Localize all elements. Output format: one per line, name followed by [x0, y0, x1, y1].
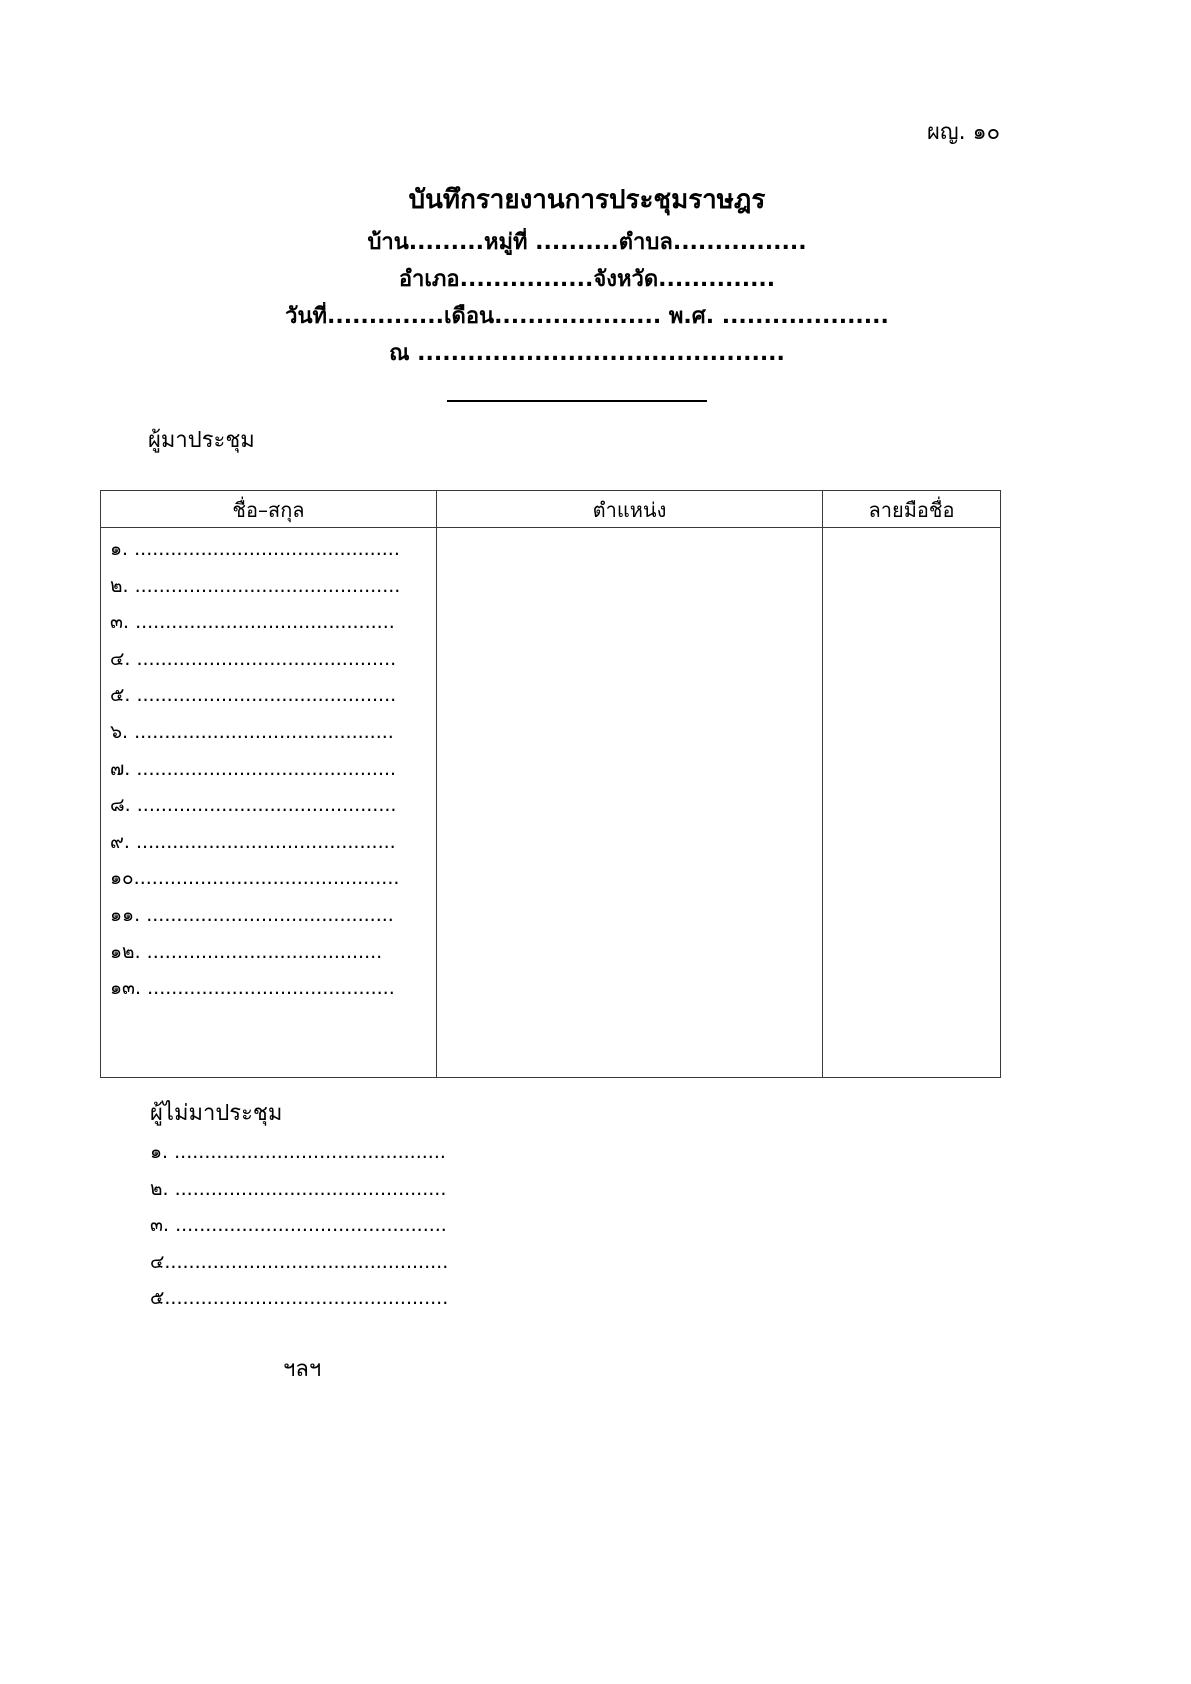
absentee-list: [150, 1134, 470, 1317]
district-line: อำเภอ................จังหวัด..............: [398, 267, 776, 292]
absentee-row: ๒. .............................................: [150, 1177, 447, 1200]
attendee-row: ๑. ............................................: [110, 538, 400, 560]
attendee-name-list: [110, 531, 432, 1007]
absentee-row: ๓. .............................................: [150, 1214, 447, 1236]
column-header-position: ตำแหน่ง: [592, 498, 667, 522]
title-underline-rule: [447, 400, 707, 402]
absentees-heading: ผู้ไม่มาประชุม: [150, 1101, 283, 1126]
attendees-heading: ผู้มาประชุม: [148, 428, 255, 453]
absentee-row: ๔...............................................: [150, 1250, 449, 1273]
column-divider: [436, 491, 437, 1077]
attendees-table: [100, 490, 1001, 1078]
attendee-row: ๑๑. .........................................: [110, 903, 394, 926]
absentee-row: ๑. .............................................: [150, 1141, 446, 1163]
attendee-row: ๑๒. .......................................: [110, 940, 383, 963]
closing-mark: ฯลฯ: [283, 1357, 322, 1382]
place-line: ณ ............................................: [389, 341, 785, 366]
attendee-row: ๑๓. .........................................: [110, 977, 395, 1000]
form-code: ผญ. ๑๐: [926, 120, 1000, 145]
attendee-row: ๘. ...........................................: [110, 794, 397, 817]
attendee-row: ๔. ...........................................: [110, 647, 397, 670]
header-divider: [101, 527, 1000, 528]
attendee-row: ๙. ...........................................: [110, 830, 396, 853]
column-divider: [822, 491, 823, 1077]
absentee-row: ๕...............................................: [150, 1287, 449, 1309]
attendee-row: ๗. ...........................................: [110, 757, 397, 780]
attendee-row: ๓. ...........................................: [110, 611, 395, 634]
date-line: วันที่..............เดือน.................... พ.ศ. ....................: [285, 304, 889, 329]
attendee-row: ๕. ...........................................: [110, 684, 397, 707]
attendee-row: ๖. ...........................................: [110, 720, 394, 743]
village-line: บ้าน.........หมู่ที่ ..........ตำบล................: [367, 230, 807, 255]
column-header-name: ชื่อ–สกุล: [232, 498, 305, 522]
attendee-row: ๑๐............................................: [110, 867, 400, 890]
column-header-signature: ลายมือชื่อ: [868, 498, 955, 522]
document-title: บันทึกรายงานการประชุมราษฎร: [408, 185, 766, 215]
attendee-row: ๒. ............................................: [110, 574, 401, 597]
